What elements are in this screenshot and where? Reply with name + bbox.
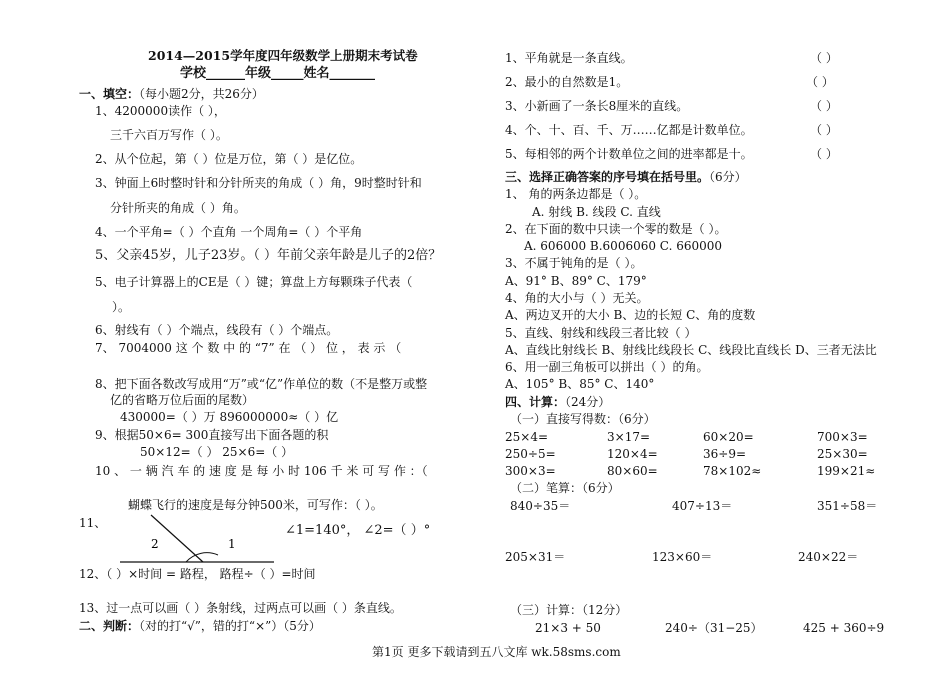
q12-text: ∠1=140°， ∠2=（ ）° (285, 523, 431, 538)
q6a: 5、电子计算器上的CE是（ ）键；算盘上方每颗珠子代表（ (95, 275, 413, 289)
written-cell: 240×22＝ (798, 550, 859, 564)
written-cell: 123×60＝ (652, 550, 713, 564)
exam-title: 2014—2015学年度四年级数学上册期末考试卷 (148, 48, 418, 63)
calc-cell: 425 + 360÷9 (803, 621, 885, 635)
section2-heading: 二、判断： (79, 619, 140, 633)
direct-cell: 199×21≈ (817, 464, 876, 478)
section4-heading-row (505, 395, 610, 409)
direct-cell: 120×4= (607, 447, 658, 461)
written-cell: 407÷13＝ (672, 499, 733, 513)
q12-number: 11、 (79, 516, 107, 530)
choice-4-options: A、两边叉开的大小 B、边的长短 C、角的度数 (505, 308, 756, 322)
q1a: 1、4200000读作（ ）， (95, 104, 226, 118)
q3a: 3、钟面上6时整时针和分针所夹的角成（ ）角，9时整时针和 (95, 176, 422, 190)
judge-2-paren: （ ） (806, 75, 834, 89)
calc-cell: 240÷（31−25） (665, 621, 763, 635)
section4-note: （24分） (565, 395, 611, 409)
judge-1-paren: （ ） (810, 51, 838, 65)
section2-heading-row (79, 619, 321, 633)
q11b: 蝴蝶飞行的速度是每分钟500米，可写作：（ ）。 (128, 498, 383, 512)
q9a: 8、把下面各数改写成用“万”或“亿”作单位的数（不是整万或整 (95, 377, 428, 391)
choice-5-options: A、直线比射线长 B、射线比线段长 C、线段比直线长 D、三者无法比 (505, 343, 877, 357)
section4-heading: 四、计算： (505, 395, 566, 409)
q11a: 10 、 一 辆 汽 车 的 速 度 是 每 小 时 106 千 米 可 写 作 ：（ (95, 464, 428, 478)
q5: 5、父亲45岁，儿子23岁。（ ）年前父亲年龄是儿子的2倍？ (95, 248, 442, 263)
choice-3-options: A、91° B、89° C、179° (505, 274, 647, 288)
q14: 13、过一点可以画（ ）条射线，过两点可以画（ ）条直线。 (79, 601, 402, 615)
direct-cell: 78×102≈ (703, 464, 762, 478)
q2: 2、从个位起，第（ ）位是万位，第（ ）是亿位。 (95, 152, 363, 166)
choice-2: 2、在下面的数中只读一个零的数是（ ）。 (505, 222, 727, 236)
judge-4-paren: （ ） (810, 123, 838, 137)
direct-cell: 80×60= (607, 464, 658, 478)
choice-5: 5、直线、射线和线段三者比较（ ） (505, 326, 697, 340)
written-cell: 840÷35＝ (510, 499, 571, 513)
direct-cell: 60×20= (703, 430, 754, 444)
angle-label-2: 2 (151, 537, 159, 551)
section2-note: （对的打“√”，错的打“×”）（5分） (139, 619, 321, 633)
q4: 4、一个平角=（ ）个直角 一个周角=（ ）个平角 (95, 225, 363, 239)
judge-3-paren: （ ） (810, 99, 838, 113)
choice-2-options: A. 606000 B.6006060 C. 660000 (524, 239, 722, 253)
q8: 7、 7004000 这 个 数 中 的 “7” 在 （ ） 位 ， 表 示 （ (95, 341, 402, 355)
choice-3: 3、不属于钝角的是（ ）。 (505, 256, 643, 270)
calc-sub2: （二）笔算：（6分） (510, 481, 620, 495)
judge-5-paren: （ ） (810, 147, 838, 161)
choice-6: 6、用一副三角板可以拼出（ ）的角。 (505, 360, 709, 374)
angle-label-1: 1 (228, 537, 236, 551)
direct-cell: 300×3= (505, 464, 556, 478)
direct-cell: 700×3= (817, 430, 868, 444)
direct-cell: 25×4= (505, 430, 549, 444)
direct-cell: 250÷5= (505, 447, 556, 461)
section1-note: （每小题2分，共26分） (139, 87, 264, 101)
section1-heading: 一、填空： (79, 87, 140, 101)
q10a: 9、根据50×6= 300直接写出下面各题的积 (95, 428, 329, 442)
angle-diagram (118, 512, 278, 567)
judge-5: 5、每相邻的两个计数单位之间的进率都是十。 (505, 147, 753, 161)
section3-note: （6分） (709, 170, 747, 184)
page-footer: 第1页 更多下载请到五八文库 wk.58sms.com (372, 645, 621, 659)
calc-cell: 21×3 + 50 (535, 621, 601, 635)
section1-heading-row (79, 87, 264, 101)
judge-4: 4、个、十、百、千、万……亿都是计数单位。 (505, 123, 753, 137)
choice-1-options: A. 射线 B. 线段 C. 直线 (532, 205, 661, 219)
direct-cell: 25×30= (817, 447, 868, 461)
q9c: 430000=（ ）万 896000000≈（ ）亿 (120, 410, 339, 424)
q7: 6、射线有（ ）个端点，线段有（ ）个端点。 (95, 323, 339, 337)
student-info-line: 学校______年级_____姓名_______ (180, 66, 376, 81)
section3-heading: 三、选择正确答案的序号填在括号里。 (505, 170, 710, 184)
calc-sub1: （一）直接写得数：（6分） (510, 412, 656, 426)
choice-4: 4、角的大小与（ ）无关。 (505, 291, 649, 305)
q3b: 分针所夹的角成（ ）角。 (110, 201, 246, 215)
judge-2: 2、最小的自然数是1。 (505, 75, 629, 89)
q6b: ）。 (112, 300, 131, 314)
written-cell: 351÷58＝ (817, 499, 878, 513)
q1b: 三千六百万写作（ ）。 (110, 128, 228, 142)
section3-heading-row (505, 170, 747, 184)
direct-cell: 3×17= (607, 430, 651, 444)
q13: 12、（ ）×时间 = 路程， 路程÷（ ）=时间 (79, 567, 316, 581)
choice-1: 1、 角的两条边都是（ ）。 (505, 187, 647, 201)
direct-cell: 36÷9= (703, 447, 747, 461)
judge-3: 3、小新画了一条长8厘米的直线。 (505, 99, 689, 113)
q10b: 50×12=（ ） 25×6=（ ） (140, 445, 294, 459)
written-cell: 205×31＝ (505, 550, 566, 564)
calc-sub3: （三）计算：（12分） (510, 603, 628, 617)
q9b: 亿的省略万位后面的尾数） (110, 393, 255, 407)
choice-6-options: A、105° B、85° C、140° (505, 377, 655, 391)
judge-1: 1、平角就是一条直线。 (505, 51, 633, 65)
